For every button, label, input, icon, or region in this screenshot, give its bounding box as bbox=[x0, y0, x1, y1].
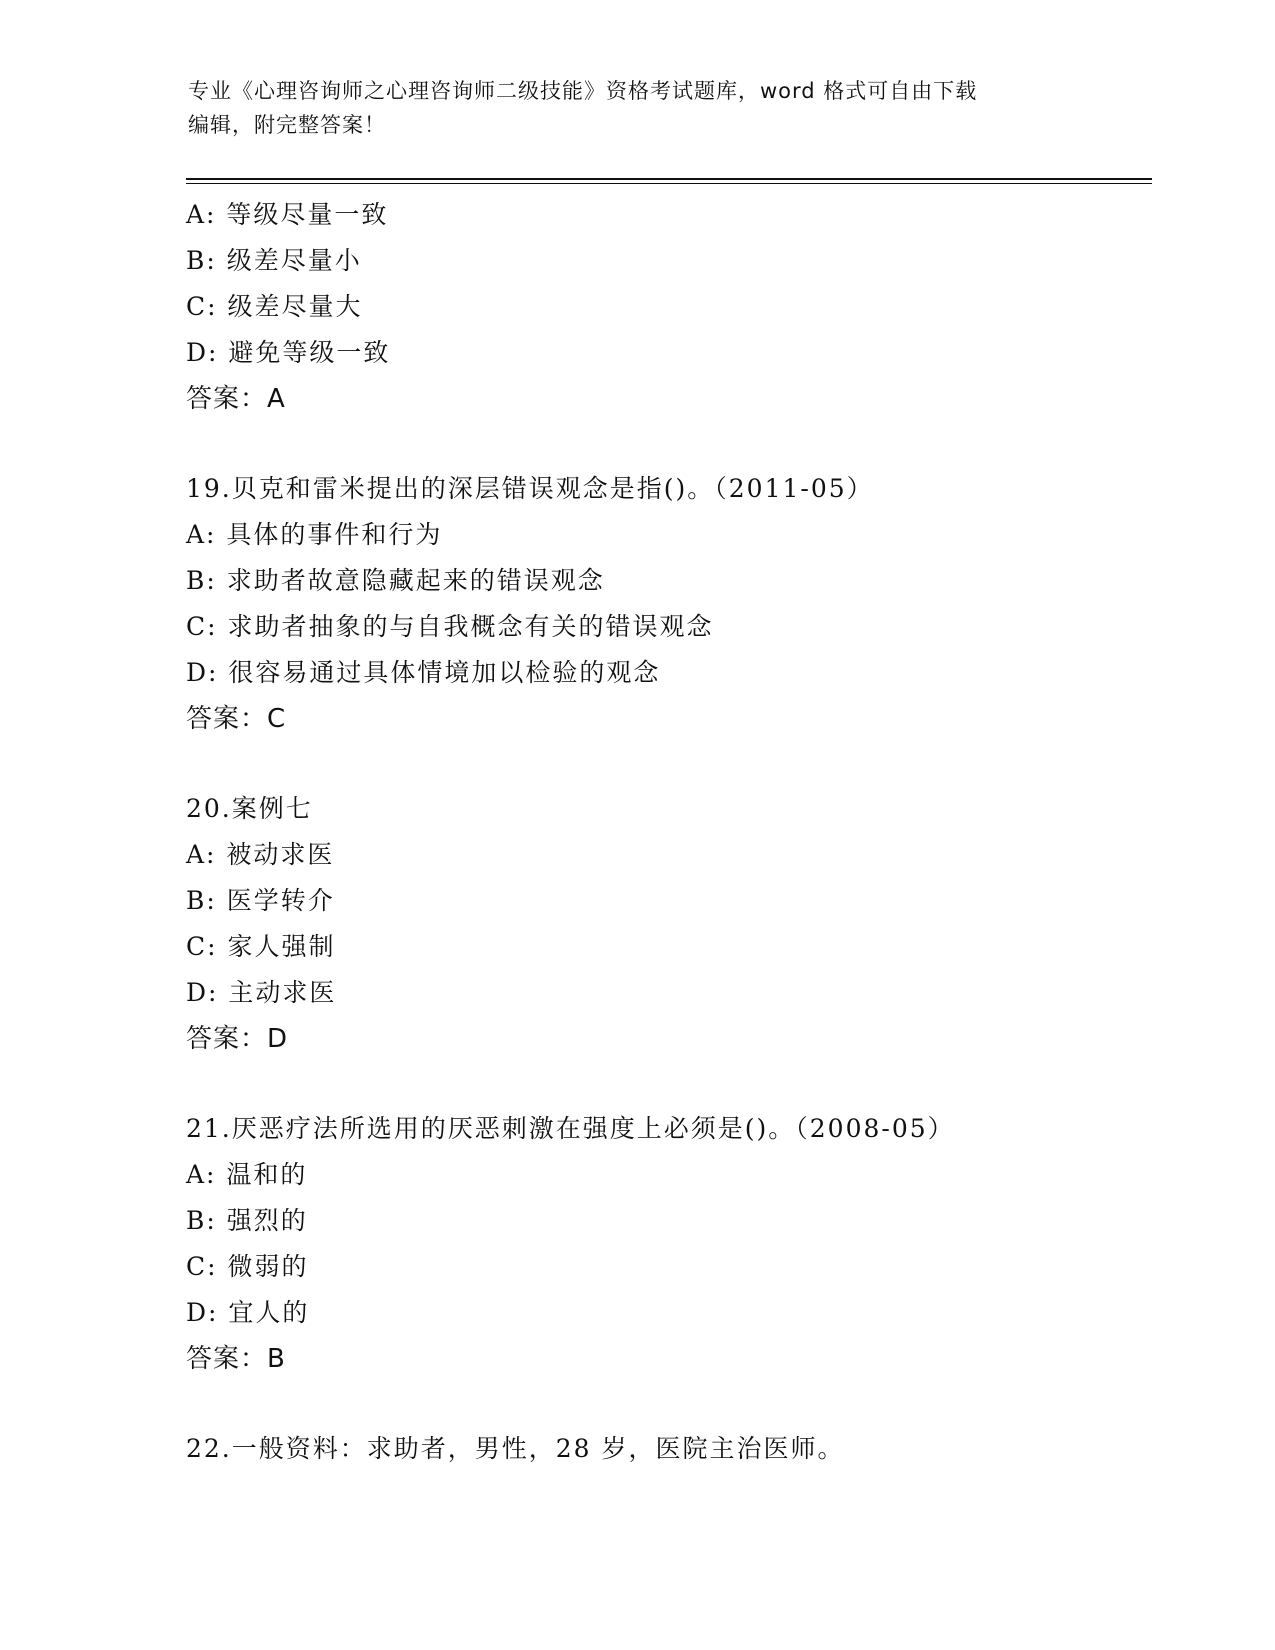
option-c: C: 家人强制 bbox=[186, 932, 336, 961]
option-a: A: 具体的事件和行为 bbox=[186, 520, 443, 549]
question-block-20 bbox=[186, 786, 1166, 1062]
answer: 答案：D bbox=[186, 1024, 289, 1054]
option-a: A: 等级尽量一致 bbox=[186, 200, 389, 229]
option-d: D: 避免等级一致 bbox=[186, 338, 391, 367]
question-text: 21.厌恶疗法所选用的厌恶刺激在强度上必须是()。（2008-05） bbox=[186, 1114, 955, 1143]
option-a: A: 温和的 bbox=[186, 1160, 308, 1189]
header-divider bbox=[186, 178, 1152, 180]
question-block-19 bbox=[186, 466, 1166, 742]
option-b: B: 医学转介 bbox=[186, 886, 335, 915]
question-block-21 bbox=[186, 1106, 1166, 1382]
question-text: 22.一般资料：求助者，男性，28 岁，医院主治医师。 bbox=[186, 1434, 845, 1463]
document-body bbox=[186, 192, 1166, 1472]
option-c: C: 微弱的 bbox=[186, 1252, 309, 1281]
question-text: 19.贝克和雷米提出的深层错误观念是指()。（2011-05） bbox=[186, 474, 874, 503]
answer: 答案：A bbox=[186, 384, 286, 414]
question-block-22 bbox=[186, 1426, 1166, 1472]
option-d: D: 很容易通过具体情境加以检验的观念 bbox=[186, 658, 661, 687]
option-c: C: 求助者抽象的与自我概念有关的错误观念 bbox=[186, 612, 714, 641]
header-line-2: 编辑，附完整答案！ bbox=[188, 113, 386, 137]
header-line-1: 专业《心理咨询师之心理咨询师二级技能》资格考试题库，word 格式可自由下载 bbox=[188, 79, 978, 103]
question-block-18 bbox=[186, 192, 1166, 422]
option-c: C: 级差尽量大 bbox=[186, 292, 363, 321]
option-b: B: 求助者故意隐藏起来的错误观念 bbox=[186, 566, 605, 595]
answer: 答案：C bbox=[186, 704, 287, 734]
answer: 答案：B bbox=[186, 1344, 286, 1374]
option-a: A: 被动求医 bbox=[186, 840, 335, 869]
option-b: B: 级差尽量小 bbox=[186, 246, 362, 275]
option-d: D: 主动求医 bbox=[186, 978, 337, 1007]
document-header bbox=[188, 74, 1088, 142]
question-text: 20.案例七 bbox=[186, 794, 313, 823]
header-divider-thin bbox=[186, 183, 1152, 184]
option-b: B: 强烈的 bbox=[186, 1206, 308, 1235]
option-d: D: 宜人的 bbox=[186, 1298, 310, 1327]
